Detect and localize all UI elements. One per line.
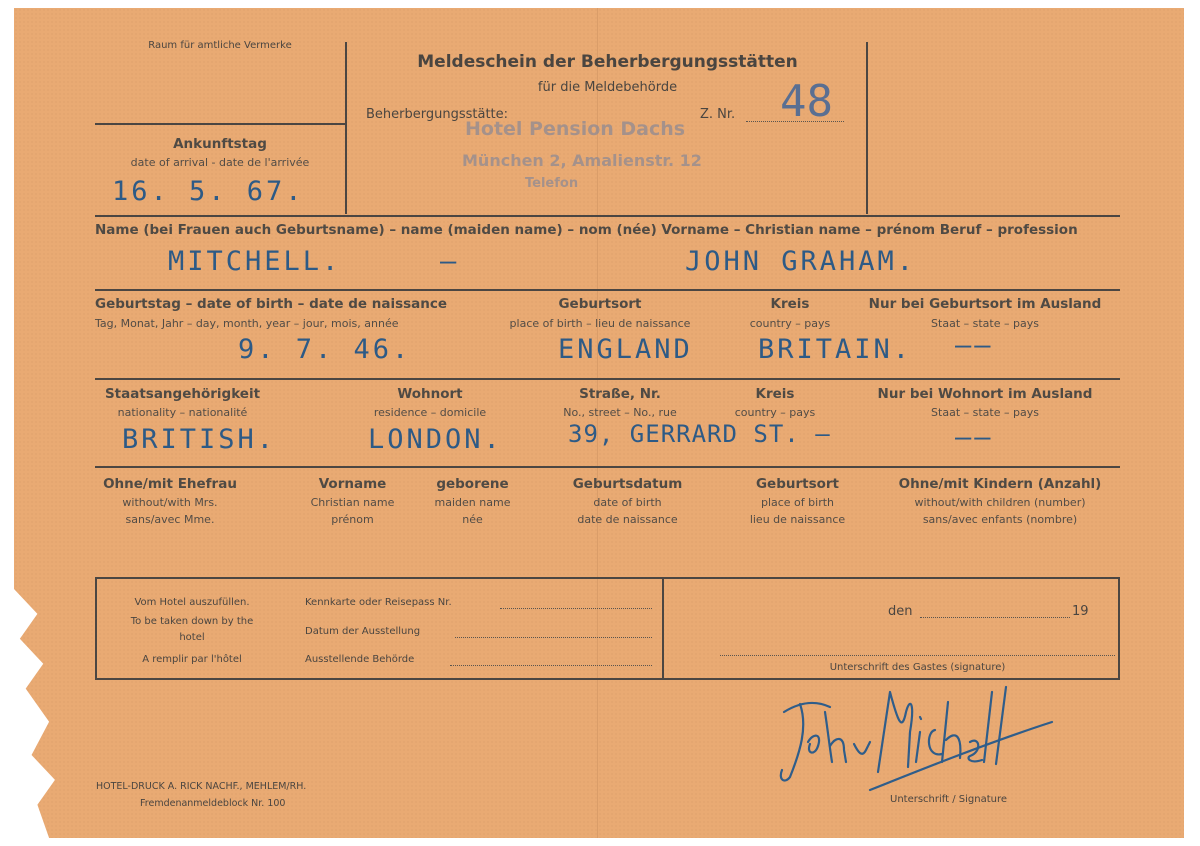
znr-value: 48 bbox=[780, 76, 833, 127]
divider bbox=[95, 215, 1120, 217]
street-value: 39, GERRARD ST. — bbox=[568, 420, 831, 448]
divider bbox=[95, 123, 345, 125]
residence-sub: residence – domicile bbox=[373, 406, 487, 419]
official-notes-label: Raum für amtliche Vermerke bbox=[148, 40, 292, 51]
first-names-value: JOHN GRAHAM. bbox=[685, 246, 917, 277]
spouse-dob-sub-en: date of birth bbox=[593, 496, 662, 509]
name-row-label: Name (bei Frauen auch Geburtsname) – name (maiden name) – nom (née) Vorname – Christian name – prénom Beruf – profession bbox=[95, 222, 1078, 238]
birth-abroad-label: Nur bei Geburtsort im Ausland bbox=[868, 296, 1102, 312]
birth-abroad-value: —— bbox=[955, 330, 994, 361]
res-kreis-label: Kreis bbox=[755, 386, 795, 402]
divider bbox=[866, 42, 868, 214]
spouse-firstname-sub-en: Christian name bbox=[310, 496, 395, 509]
passport-label: Kennkarte oder Reisepass Nr. bbox=[305, 597, 452, 608]
spouse-label: Ohne/mit Ehefrau bbox=[103, 476, 237, 492]
form-title: Meldeschein der Beherbergungsstätten bbox=[417, 52, 798, 72]
signature-drawing bbox=[770, 672, 1060, 800]
spouse-firstname-label: Vorname bbox=[318, 476, 387, 492]
divider bbox=[95, 466, 1120, 468]
hotel-stamp-phone: Telefon bbox=[525, 176, 579, 191]
spouse-pob-sub-fr: lieu de naissance bbox=[749, 513, 846, 526]
year-label: 19 bbox=[1072, 604, 1089, 619]
spouse-pob-sub-en: place of birth bbox=[760, 496, 835, 509]
residence-label: Wohnort bbox=[397, 386, 463, 402]
dob-value: 9. 7. 46. bbox=[238, 334, 412, 365]
maiden-sub-en: maiden name bbox=[434, 496, 511, 509]
nationality-label: Staatsangehörigkeit bbox=[104, 386, 261, 402]
divider bbox=[345, 42, 347, 214]
date-line[interactable] bbox=[920, 617, 1070, 618]
arrival-label: Ankunftstag bbox=[173, 136, 267, 152]
printer-credit: HOTEL-DRUCK A. RICK NACHF., MEHLEM/RH. bbox=[96, 781, 307, 792]
hotel-note-en: To be taken down by the bbox=[130, 616, 254, 627]
nationality-value: BRITISH. bbox=[122, 424, 277, 455]
authority-line[interactable] bbox=[450, 665, 652, 666]
spouse-sub-en: without/with Mrs. bbox=[122, 496, 218, 509]
divider bbox=[662, 577, 664, 680]
spouse-pob-label: Geburtsort bbox=[755, 476, 840, 492]
passport-line[interactable] bbox=[500, 608, 652, 609]
hotel-stamp-name: Hotel Pension Dachs bbox=[465, 118, 686, 140]
surname-value: MITCHELL. bbox=[168, 246, 342, 277]
hotel-note-de: Vom Hotel auszufüllen. bbox=[134, 597, 250, 608]
issue-date-label: Datum der Ausstellung bbox=[305, 626, 421, 637]
hotel-note-en2: hotel bbox=[179, 632, 205, 643]
maiden-sub-fr: née bbox=[462, 513, 483, 526]
pob-sub: place of birth – lieu de naissance bbox=[509, 317, 691, 330]
guest-signature-line[interactable] bbox=[720, 655, 1115, 656]
arrival-value: 16. 5. 67. bbox=[112, 176, 305, 207]
birth-kreis-sub: country – pays bbox=[749, 317, 831, 330]
children-sub-fr: sans/avec enfants (nombre) bbox=[922, 513, 1078, 526]
res-abroad-label: Nur bei Wohnort im Ausland bbox=[877, 386, 1093, 402]
maiden-value: — bbox=[440, 246, 460, 277]
birth-kreis-label: Kreis bbox=[770, 296, 810, 312]
issue-date-line[interactable] bbox=[455, 637, 652, 638]
divider bbox=[95, 378, 1120, 380]
nationality-sub: nationality – nationalité bbox=[117, 406, 248, 419]
dob-label: Geburtstag – date of birth – date de naissance bbox=[95, 296, 448, 312]
guest-signature-label: Unterschrift des Gastes (signature) bbox=[829, 662, 1006, 673]
pob-value: ENGLAND bbox=[558, 334, 693, 365]
children-label: Ohne/mit Kindern (Anzahl) bbox=[898, 476, 1102, 492]
birth-kreis-value: BRITAIN. bbox=[758, 334, 913, 365]
znr-label: Z. Nr. bbox=[700, 107, 736, 122]
form-subtitle: für die Meldebehörde bbox=[537, 80, 678, 95]
children-sub-en: without/with children (number) bbox=[914, 496, 1086, 509]
maiden-label: geborene bbox=[436, 476, 509, 492]
establishment-label: Beherbergungsstätte: bbox=[366, 107, 509, 122]
res-kreis-sub: country – pays bbox=[734, 406, 816, 419]
birth-abroad-sub: Staat – state – pays bbox=[931, 317, 1039, 330]
spouse-firstname-sub-fr: prénom bbox=[331, 513, 374, 526]
spouse-dob-label: Geburtsdatum bbox=[572, 476, 683, 492]
divider bbox=[95, 289, 1120, 291]
residence-value: LONDON. bbox=[368, 424, 503, 455]
authority-label: Ausstellende Behörde bbox=[305, 654, 415, 665]
street-sub: No., street – No., rue bbox=[563, 406, 677, 419]
res-abroad-value: —— bbox=[955, 422, 994, 453]
res-abroad-sub: Staat – state – pays bbox=[931, 406, 1039, 419]
den-label: den bbox=[888, 604, 913, 619]
signature-label: Unterschrift / Signature bbox=[890, 794, 1008, 805]
street-label: Straße, Nr. bbox=[579, 386, 661, 402]
spouse-sub-fr: sans/avec Mme. bbox=[125, 513, 215, 526]
pob-label: Geburtsort bbox=[558, 296, 642, 312]
spouse-dob-sub-fr: date de naissance bbox=[577, 513, 678, 526]
hotel-note-fr: A remplir par l'hôtel bbox=[142, 654, 242, 665]
form-number: Fremdenanmeldeblock Nr. 100 bbox=[140, 798, 286, 809]
arrival-sub: date of arrival - date de l'arrivée bbox=[130, 156, 310, 169]
hotel-stamp-address: München 2, Amalienstr. 12 bbox=[462, 151, 702, 170]
dob-sub: Tag, Monat, Jahr – day, month, year – jour, mois, année bbox=[95, 317, 399, 330]
